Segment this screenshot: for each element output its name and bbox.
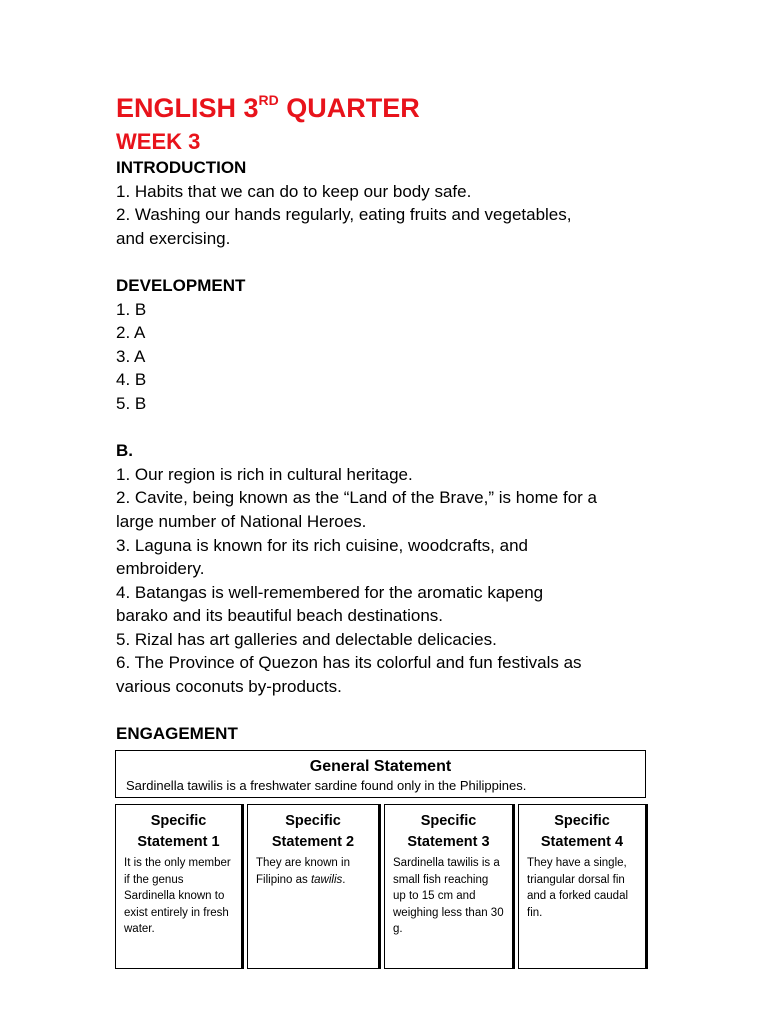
development-answer: 1. B [116,299,147,319]
general-statement-box [115,750,646,798]
general-statement-title: General Statement [309,758,452,775]
specific-statement-title: Specific Statement 1 [137,813,220,850]
engagement-heading: ENGAGEMENT [116,724,238,744]
specific-statement-text: Sardinella tawilis is a small fish reaching up to 15 cm and weighing less than 30 g. [393,857,504,935]
specific-statement-title: Specific Statement 4 [540,813,624,850]
section-b-line: various coconuts by-products. [116,677,342,697]
title-end: QUARTER [278,93,420,123]
specific-statement-text: They are known in Filipino as tawilis. [256,857,350,886]
general-statement-text: Sardinella tawilis is a freshwater sardine found only in the Philippines. [126,778,527,793]
specific-statement-title: Specific Statement 3 [407,813,490,850]
specific-statement-text: It is the only member if the genus Sardinella known to exist entirely in fresh water. [124,857,231,935]
development-answer: 3. A [116,346,146,366]
intro-line: 2. Washing our hands regularly, eating fruits and vegetables, [116,205,572,225]
development-answer: 2. A [116,323,146,343]
document-body [116,88,656,746]
section-b-line: embroidery. [116,559,205,579]
specific-statement-text: They have a single, triangular dorsal fin and a forked caudal fin. [527,857,629,919]
section-b-line: 6. The Province of Quezon has its colorful and fun festivals as [116,653,582,673]
week-label: WEEK 3 [116,129,201,154]
section-b-heading: B. [116,441,133,461]
section-b-line: 1. Our region is rich in cultural heritage. [116,464,413,484]
italic-term: tawilis [310,873,343,886]
development-heading: DEVELOPMENT [116,275,246,295]
section-b-line: barako and its beautiful beach destinations. [116,606,444,626]
section-b-line: 4. Batangas is well-remembered for the aromatic kapeng [116,582,544,602]
section-b-line: large number of National Heroes. [116,511,367,531]
title-main: ENGLISH 3 [116,93,259,123]
specific-statement-box-3 [384,804,513,969]
introduction-heading: INTRODUCTION [116,158,247,177]
section-b-line: 5. Rizal has art galleries and delectable delicacies. [116,629,497,649]
page-title [116,88,656,128]
specific-statement-box-2 [247,804,379,969]
intro-line: and exercising. [116,228,231,248]
specific-statement-title: Specific Statement 2 [271,813,355,850]
intro-line: 1. Habits that we can do to keep our body safe. [116,181,472,201]
specific-statement-box-1 [115,804,242,969]
development-answer: 5. B [116,393,147,413]
specific-statement-box-4 [518,804,646,969]
development-answer: 4. B [116,370,147,390]
section-b-line: 3. Laguna is known for its rich cuisine, woodcrafts, and [116,535,528,555]
section-b-line: 2. Cavite, being known as the “Land of the Brave,” is home for a [116,488,597,508]
title-superscript: RD [258,92,279,108]
